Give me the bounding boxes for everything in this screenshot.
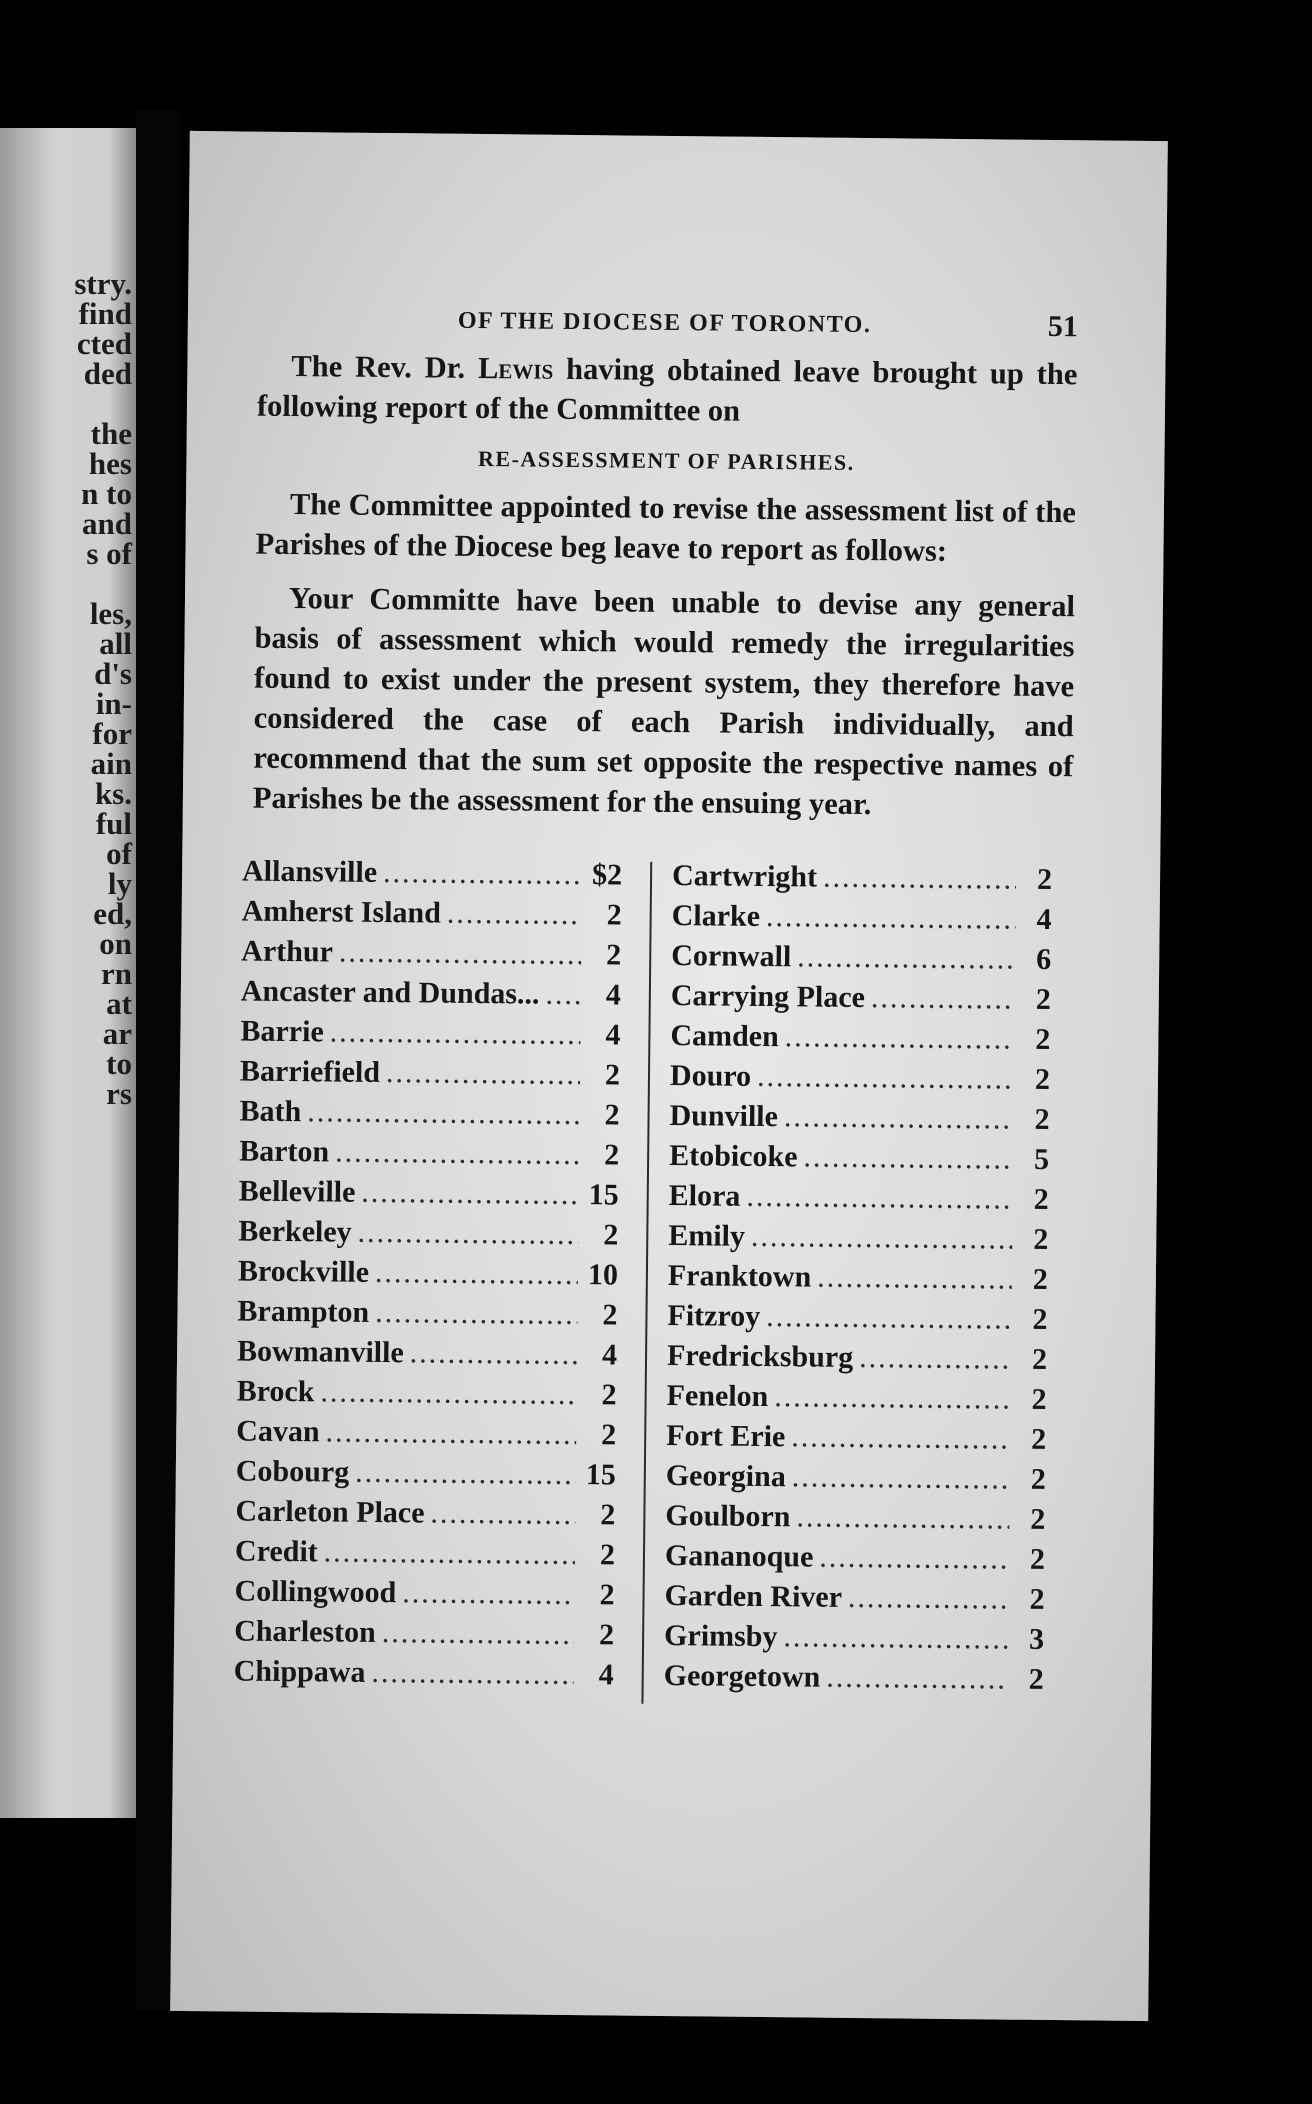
assessment-row [236,1371,616,1415]
running-head [258,302,1078,355]
assessment-row [234,1571,614,1615]
leader-dots [357,1213,578,1255]
assessment-row [670,1056,1050,1100]
assessment-row [665,1536,1045,1580]
leader-dots [817,1258,1012,1300]
parish-name: Georgina [665,1458,786,1494]
facing-page-fragment: and [82,506,132,541]
facing-page-fragment: the [90,416,132,451]
parish-name: Brampton [237,1294,370,1329]
parish-name: Cavan [236,1414,320,1449]
parish-name: Ancaster and Dundas... [240,974,540,1011]
parish-name: Charleston [233,1614,377,1649]
parish-name: Fort Erie [666,1418,786,1454]
leader-dots [785,1017,1015,1059]
assessment-amount: 2 [1029,1582,1045,1616]
parish-name: Collingwood [234,1574,397,1610]
assessment-amount: 2 [602,1298,618,1332]
assessment-row [236,1411,616,1455]
assessment-amount: 2 [1029,1542,1046,1576]
assessment-row [241,892,621,936]
assessment-row [239,1092,619,1136]
parish-name: Amherst Island [241,894,442,930]
assessment-row [240,1012,620,1056]
assessment-amount: 15 [585,1458,616,1492]
assessment-row [234,1611,614,1655]
assessment-amount: 2 [599,1578,615,1612]
assessment-row [669,1176,1049,1220]
assessment-column-left [234,852,623,1696]
facing-page-fragment: of [106,836,132,871]
leader-dots [792,1457,1010,1499]
leader-dots [796,1497,1009,1539]
assessment-amount: 2 [1035,1022,1051,1056]
assessment-row [668,1256,1048,1300]
assessment-row [669,1136,1049,1180]
assessment-amount: 2 [598,1618,615,1652]
parish-name: Barton [239,1134,330,1169]
assessment-amount: 10 [587,1258,619,1292]
assessment-amount: 2 [603,1218,619,1252]
assessment-row [666,1416,1046,1460]
facing-page-fragment: for [92,716,132,751]
leader-dots [430,1494,575,1536]
assessment-amount: 6 [1036,942,1052,976]
assessment-amount: 4 [605,978,622,1012]
leader-dots [307,1092,580,1135]
assessment-amount: 2 [1030,1502,1046,1536]
intro-name: Lewis [477,350,554,386]
assessment-row [672,856,1052,900]
assessment-amount: $2 [591,858,623,892]
parish-name: Brockville [237,1254,370,1289]
assessment-amount: 4 [598,1658,614,1692]
assessment-amount: 2 [601,1378,617,1412]
column-divider [641,862,652,1704]
assessment-row [238,1211,618,1255]
facing-page-fragment: ks. [94,776,132,811]
leader-dots [774,1377,1011,1419]
parish-name: Elora [668,1179,741,1213]
leader-dots [848,1578,1009,1620]
assessment-row [239,1172,619,1216]
parish-name: Cartwright [671,859,818,894]
parish-name: Credit [234,1534,318,1569]
parish-name: Bath [239,1094,302,1129]
parish-name: Brock [236,1374,315,1409]
leader-dots [791,1417,1010,1459]
assessment-row [239,1132,619,1176]
assessment-amount: 15 [588,1178,619,1212]
facing-page-fragment: cted [76,326,132,361]
leader-dots [371,1653,574,1695]
assessment-amount: 2 [601,1418,617,1452]
parish-name: Dunville [669,1099,779,1134]
parish-name: Cornwall [671,939,792,974]
assessment-row [671,896,1051,940]
facing-page-fragment: find [78,296,132,331]
assessment-amount: 2 [1031,1422,1047,1456]
assessment-row [669,1096,1049,1140]
assessment-row [667,1296,1047,1340]
recommendation-paragraph: Your Committe have been unable to devise any general basis of assessment which would remedy the irregularities found to exist under the present system, they therefore have considered the case of each Parish individually, and recommend that the sum set opposite the respective names of Parishes be the assessment for the ensuing year. [252,580,1076,822]
parish-name: Chippawa [233,1654,366,1689]
parish-name: Clarke [671,899,761,933]
parish-name: Fitzroy [667,1298,761,1333]
facing-page-fragment: in- [95,686,132,721]
assessment-amount: 2 [1034,1062,1051,1096]
parish-name: Belleville [238,1174,356,1209]
leader-dots [382,1613,575,1655]
parish-name: Berkeley [238,1214,352,1249]
parish-name: Bowmanville [236,1334,404,1370]
page-content [233,302,1079,1721]
facing-page-fragment: stry. [74,266,132,301]
leader-dots [751,1217,1013,1260]
facing-page-fragment: n to [81,476,132,511]
facing-page-fragment: ed, [93,896,132,931]
assessment-column-right [664,856,1053,1700]
assessment-amount: 2 [1034,1102,1050,1136]
parish-name: Grimsby [663,1618,778,1654]
assessment-row [234,1651,614,1695]
parish-name: Goulborn [665,1498,791,1534]
leader-dots [797,937,1015,979]
committee-paragraph: The Committee appointed to revise the assessment list of the Parishes of the Diocese beg leave to report as follows: [255,487,1077,568]
assessment-amount: 2 [1028,1662,1044,1696]
assessment-row [241,932,621,976]
leader-dots [355,1453,576,1495]
assessment-row [664,1576,1044,1620]
leader-dots [783,1617,1008,1659]
assessment-amount: 2 [1030,1462,1046,1496]
book-page [170,131,1168,2021]
leader-dots [766,1297,1012,1340]
assessment-amount: 2 [603,1138,620,1172]
facing-page-fragment: rn [101,956,132,991]
facing-page-fragment: ded [83,356,132,391]
parish-name: Fenelon [666,1378,769,1414]
facing-page-fragment: d's [94,656,132,691]
assessment-row [240,1052,620,1096]
section-heading: RE-ASSESSMENT OF PARISHES. [477,445,855,475]
parish-name: Georgetown [663,1658,821,1694]
parish-name: Garden River [664,1578,843,1614]
leader-dots [402,1573,575,1615]
assessment-row [667,1336,1047,1380]
assessment-row [666,1376,1046,1420]
assessment-amount: 5 [1033,1142,1050,1176]
parish-name: Barriefield [239,1054,381,1089]
leader-dots [324,1532,576,1575]
leader-dots [746,1177,1013,1220]
leader-dots [339,933,582,976]
assessment-amount: 3 [1028,1622,1045,1656]
facing-page-fragment: hes [88,446,132,481]
assessment-row [670,1016,1050,1060]
parish-name: Barrie [240,1014,324,1049]
assessment-amount: 2 [599,1538,616,1572]
leader-dots [766,897,1016,940]
page-number: 51 [1047,309,1079,344]
leader-dots [410,1333,578,1375]
parish-name: Cobourg [235,1454,350,1489]
leader-dots [784,1097,1014,1139]
parish-name: Fredricksburg [666,1338,854,1374]
leader-dots [823,858,1016,900]
assessment-row [236,1451,616,1495]
leader-dots [447,894,582,935]
assessment-row [237,1331,617,1375]
assessment-amount: 4 [605,1018,621,1052]
facing-page-fragment: rs [106,1076,132,1111]
parish-name: Camden [670,1019,779,1054]
facing-page-fragment: ar [102,1016,132,1051]
facing-page-fragment: ain [90,746,132,781]
assessment-amount: 2 [1035,982,1051,1016]
facing-page-fragment: on [99,926,132,961]
leader-dots [545,975,581,1015]
leader-dots [386,1053,580,1095]
assessment-row [235,1531,615,1575]
assessment-amount: 2 [604,1098,620,1132]
assessment-amount: 2 [1032,1262,1049,1296]
leader-dots [859,1338,1011,1380]
leader-dots [819,1538,1009,1580]
assessment-amount: 2 [1033,1182,1049,1216]
assessment-amount: 2 [1036,862,1053,896]
leader-dots [826,1658,1008,1700]
intro-suffix: having obtained leave brought up the following report of the Committee on [256,351,1078,428]
parish-name: Arthur [241,934,334,969]
leader-dots [361,1173,579,1215]
facing-page-fragment: les, [89,596,132,631]
leader-dots [325,1412,576,1455]
leader-dots [375,1253,578,1295]
parish-name: Allansville [241,854,378,889]
facing-page-fragment: to [106,1046,132,1081]
parish-name: Carrying Place [670,979,866,1015]
facing-page-fragment: ful [95,806,132,841]
parish-name: Douro [669,1059,752,1093]
leader-dots [871,978,1015,1020]
assessment-amount: 2 [1032,1302,1048,1336]
intro-prefix: The Rev. Dr. [291,349,479,385]
facing-page-edge [0,128,136,1818]
assessment-amount: 2 [606,898,622,932]
assessment-row [666,1456,1046,1500]
assessment-row [241,972,621,1016]
assessment-amount: 2 [1031,1342,1048,1376]
assessment-amount: 4 [1036,902,1052,936]
leader-dots [803,1137,1013,1179]
assessment-amount: 2 [604,1058,621,1092]
assessment-row [664,1656,1044,1700]
assessment-amount: 2 [600,1498,616,1532]
assessment-row [664,1616,1044,1660]
leader-dots [335,1133,579,1176]
assessment-amount: 2 [1033,1222,1049,1256]
running-head-title: OF THE DIOCESE OF TORONTO. [457,307,872,339]
assessment-row [235,1491,615,1535]
assessment-amount: 4 [601,1338,618,1372]
assessment-row [671,936,1051,980]
leader-dots [757,1057,1014,1100]
assessment-row [237,1291,617,1335]
intro-paragraph [257,346,1078,435]
leader-dots [320,1372,577,1415]
facing-page-fragment: ly [107,866,132,901]
leader-dots [383,853,582,895]
parish-name: Carleton Place [235,1494,425,1530]
facing-page-fragment: s of [86,536,132,571]
assessment-row [668,1216,1048,1260]
assessment-amount: 2 [1031,1382,1047,1416]
parish-name: Gananoque [664,1538,814,1574]
assessment-row [242,852,622,896]
leader-dots [375,1293,578,1335]
parish-name: Etobicoke [668,1139,798,1174]
facing-page-fragment: at [106,986,132,1021]
assessment-row [238,1251,618,1295]
parish-name: Emily [668,1219,746,1253]
leader-dots [330,1012,581,1055]
parish-name: Franktown [667,1259,812,1294]
assessment-amount: 2 [606,938,622,972]
assessment-row [671,976,1051,1020]
assessment-row [665,1496,1045,1540]
facing-page-fragment: all [99,626,132,661]
assessment-list [233,852,1072,1721]
